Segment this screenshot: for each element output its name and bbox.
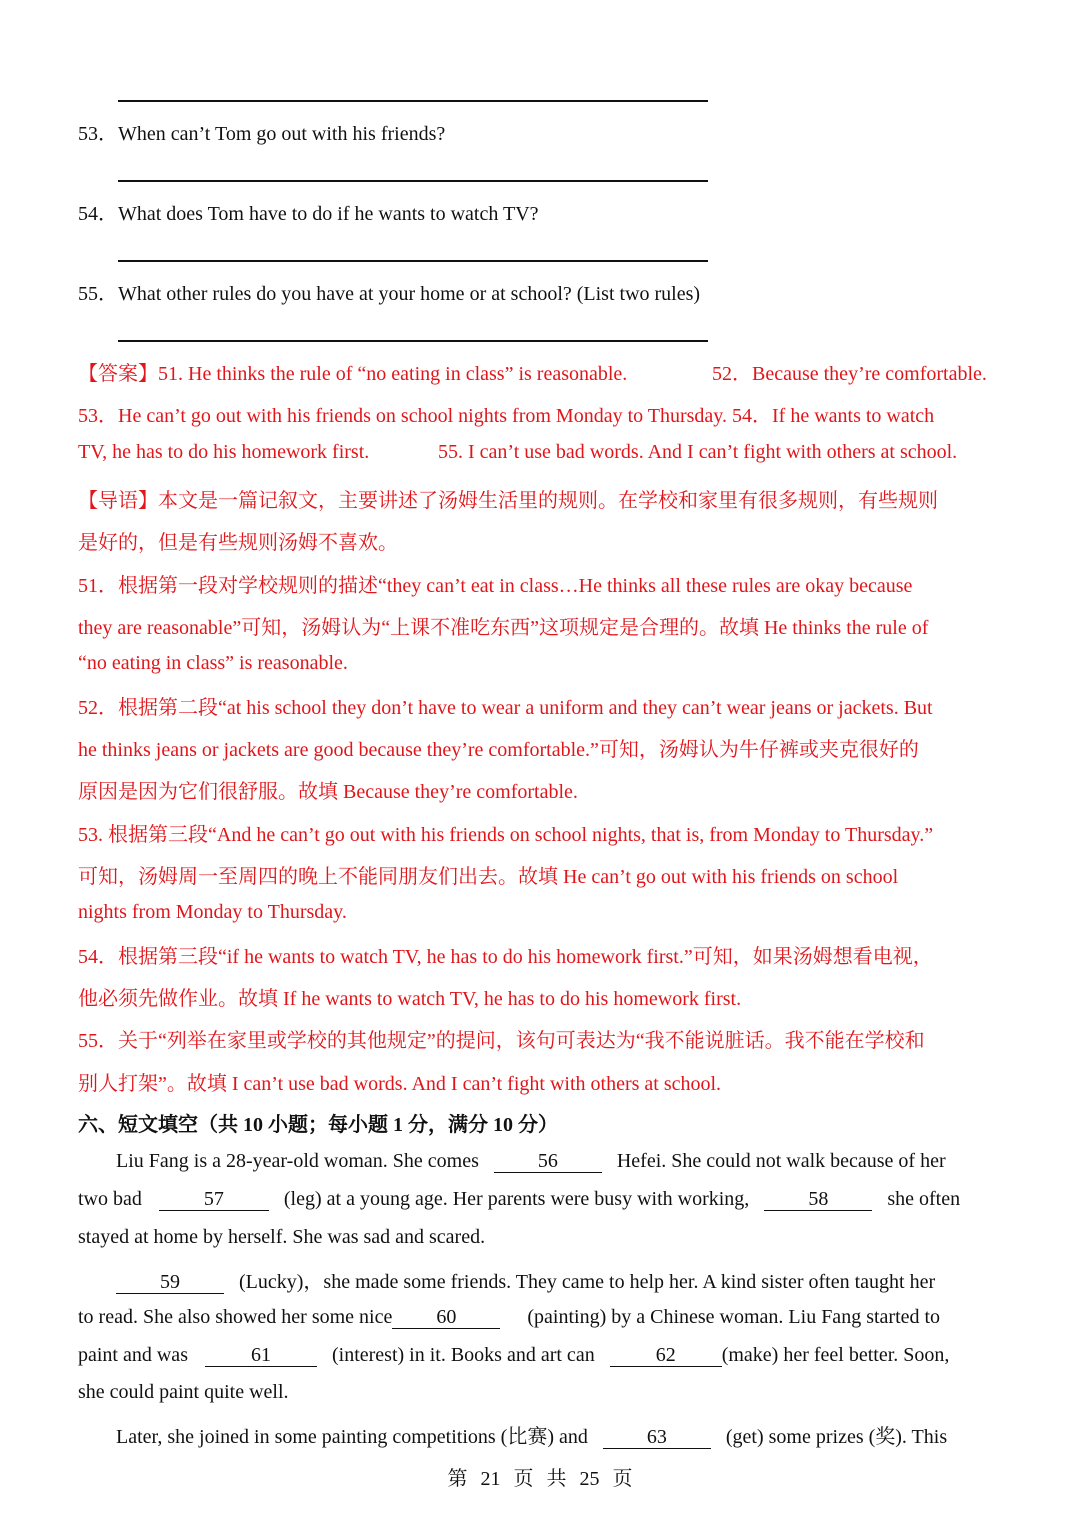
footer-text: 共 — [546, 1468, 567, 1490]
answer-key-line-1 — [78, 357, 1008, 386]
explanation-52-line: 原因是因为它们很舒服。故填 Because they’re comfortable. — [78, 781, 578, 803]
passage-line — [78, 1265, 1003, 1294]
blank-59[interactable]: 59 — [116, 1272, 224, 1294]
passage-line — [78, 1420, 1003, 1449]
blank-57[interactable]: 57 — [159, 1189, 269, 1211]
passage-line: she could paint quite well. — [78, 1381, 289, 1403]
passage-text: (interest) in it. Books and art can — [331, 1344, 595, 1366]
guide-line-1: 【导语】本文是一篇记叙文，主要讲述了汤姆生活里的规则。在学校和家里有很多规则，有些规则 — [78, 490, 938, 512]
passage-text: (Lucky)，she made some friends. They came to help her. A kind sister often taught her — [239, 1271, 936, 1293]
answer-line[interactable] — [118, 340, 708, 342]
passage-text: (get) some prizes (奖). This — [725, 1426, 948, 1448]
question-55: 55．What other rules do you have at your home or at school? (List two rules) — [78, 283, 701, 305]
passage-text: Hefei. She could not walk because of her — [616, 1150, 946, 1172]
blank-60[interactable]: 60 — [392, 1307, 500, 1329]
explanation-51-line: they are reasonable”可知，汤姆认为“上课不准吃东西”这项规定是合理的。故填 He thinks the rule of — [78, 617, 929, 639]
passage-text: (painting) by a Chinese woman. Liu Fang started to — [527, 1306, 941, 1328]
passage-line — [78, 1306, 1003, 1329]
blank-56[interactable]: 56 — [494, 1151, 602, 1173]
passage-text: Liu Fang is a 28-year-old woman. She comes — [116, 1150, 479, 1172]
passage-text: to read. She also showed her some nice — [78, 1306, 393, 1328]
answer-key-line-2: 53．He can’t go out with his friends on school nights from Monday to Thursday. 54．If he wants to watch — [78, 405, 935, 427]
passage-line: stayed at home by herself. She was sad and scared. — [78, 1226, 486, 1248]
explanation-51-line: “no eating in class” is reasonable. — [78, 652, 348, 674]
passage-text: (make) her feel better. Soon, — [721, 1344, 950, 1366]
answer-line[interactable] — [118, 180, 708, 182]
blank-63[interactable]: 63 — [603, 1427, 711, 1449]
passage-line — [78, 1150, 1003, 1173]
page-number: 21 — [480, 1468, 501, 1490]
passage-text: she often — [887, 1188, 961, 1210]
explanation-55-line: 55．关于“列举在家里或学校的其他规定”的提问，该句可表达为“我不能说脏话。我不能在学校和 — [78, 1030, 925, 1052]
passage-text: two bad — [78, 1188, 142, 1210]
passage-line — [78, 1188, 1003, 1211]
explanation-51-line: 51．根据第一段对学校规则的描述“they can’t eat in class…He thinks all these rules are okay because — [78, 575, 913, 597]
guide-line-2: 是好的，但是有些规则汤姆不喜欢。 — [78, 532, 398, 554]
explanation-53-line: 可知，汤姆周一至周四的晚上不能同朋友们出去。故填 He can’t go out with his friends on school — [78, 866, 899, 888]
answer-key-line-3 — [78, 441, 1008, 464]
page-footer — [0, 1462, 1080, 1491]
answer-line[interactable] — [118, 260, 708, 262]
explanation-54-line: 他必须先做作业。故填 If he wants to watch TV, he has to do his homework first. — [78, 988, 742, 1010]
answer-key-text: TV, he has to do his homework first. — [78, 441, 370, 463]
passage-text: paint and was — [78, 1344, 188, 1366]
blank-61[interactable]: 61 — [205, 1345, 317, 1367]
blank-58[interactable]: 58 — [764, 1189, 872, 1211]
section-title: 六、短文填空（共 10 小题；每小题 1 分，满分 10 分） — [78, 1114, 558, 1136]
footer-text: 第 — [447, 1468, 468, 1490]
explanation-52-line: he thinks jeans or jackets are good because they’re comfortable.”可知，汤姆认为牛仔裤或夹克很好的 — [78, 739, 919, 761]
answer-line[interactable] — [118, 100, 708, 102]
question-54: 54．What does Tom have to do if he wants to watch TV? — [78, 203, 539, 225]
explanation-53-line: nights from Monday to Thursday. — [78, 901, 347, 923]
explanation-55-line: 别人打架”。故填 I can’t use bad words. And I can’t fight with others at school. — [78, 1073, 722, 1095]
question-53: 53．When can’t Tom go out with his friends? — [78, 123, 446, 145]
explanation-53-line: 53. 根据第三段“And he can’t go out with his friends on school nights, that is, from Monday to Thursday.” — [78, 824, 934, 846]
footer-text: 页 — [612, 1468, 633, 1490]
explanation-52-line: 52．根据第二段“at his school they don’t have to wear a uniform and they can’t wear jeans or jackets. But — [78, 697, 933, 719]
passage-text: Later, she joined in some painting competitions (比赛) and — [116, 1426, 588, 1448]
passage-text: (leg) at a young age. Her parents were busy with working, — [283, 1188, 750, 1210]
blank-62[interactable]: 62 — [610, 1345, 722, 1367]
page-total: 25 — [579, 1468, 600, 1490]
answer-key-text: 52．Because they’re comfortable. — [712, 363, 987, 385]
answer-key-text: 55. I can’t use bad words. And I can’t fight with others at school. — [438, 441, 958, 463]
passage-line — [78, 1344, 1003, 1367]
footer-text: 页 — [513, 1468, 534, 1490]
answer-key-text: 【答案】51. He thinks the rule of “no eating in class” is reasonable. — [78, 363, 628, 385]
explanation-54-line: 54．根据第三段“if he wants to watch TV, he has to do his homework first.”可知，如果汤姆想看电视， — [78, 946, 933, 968]
